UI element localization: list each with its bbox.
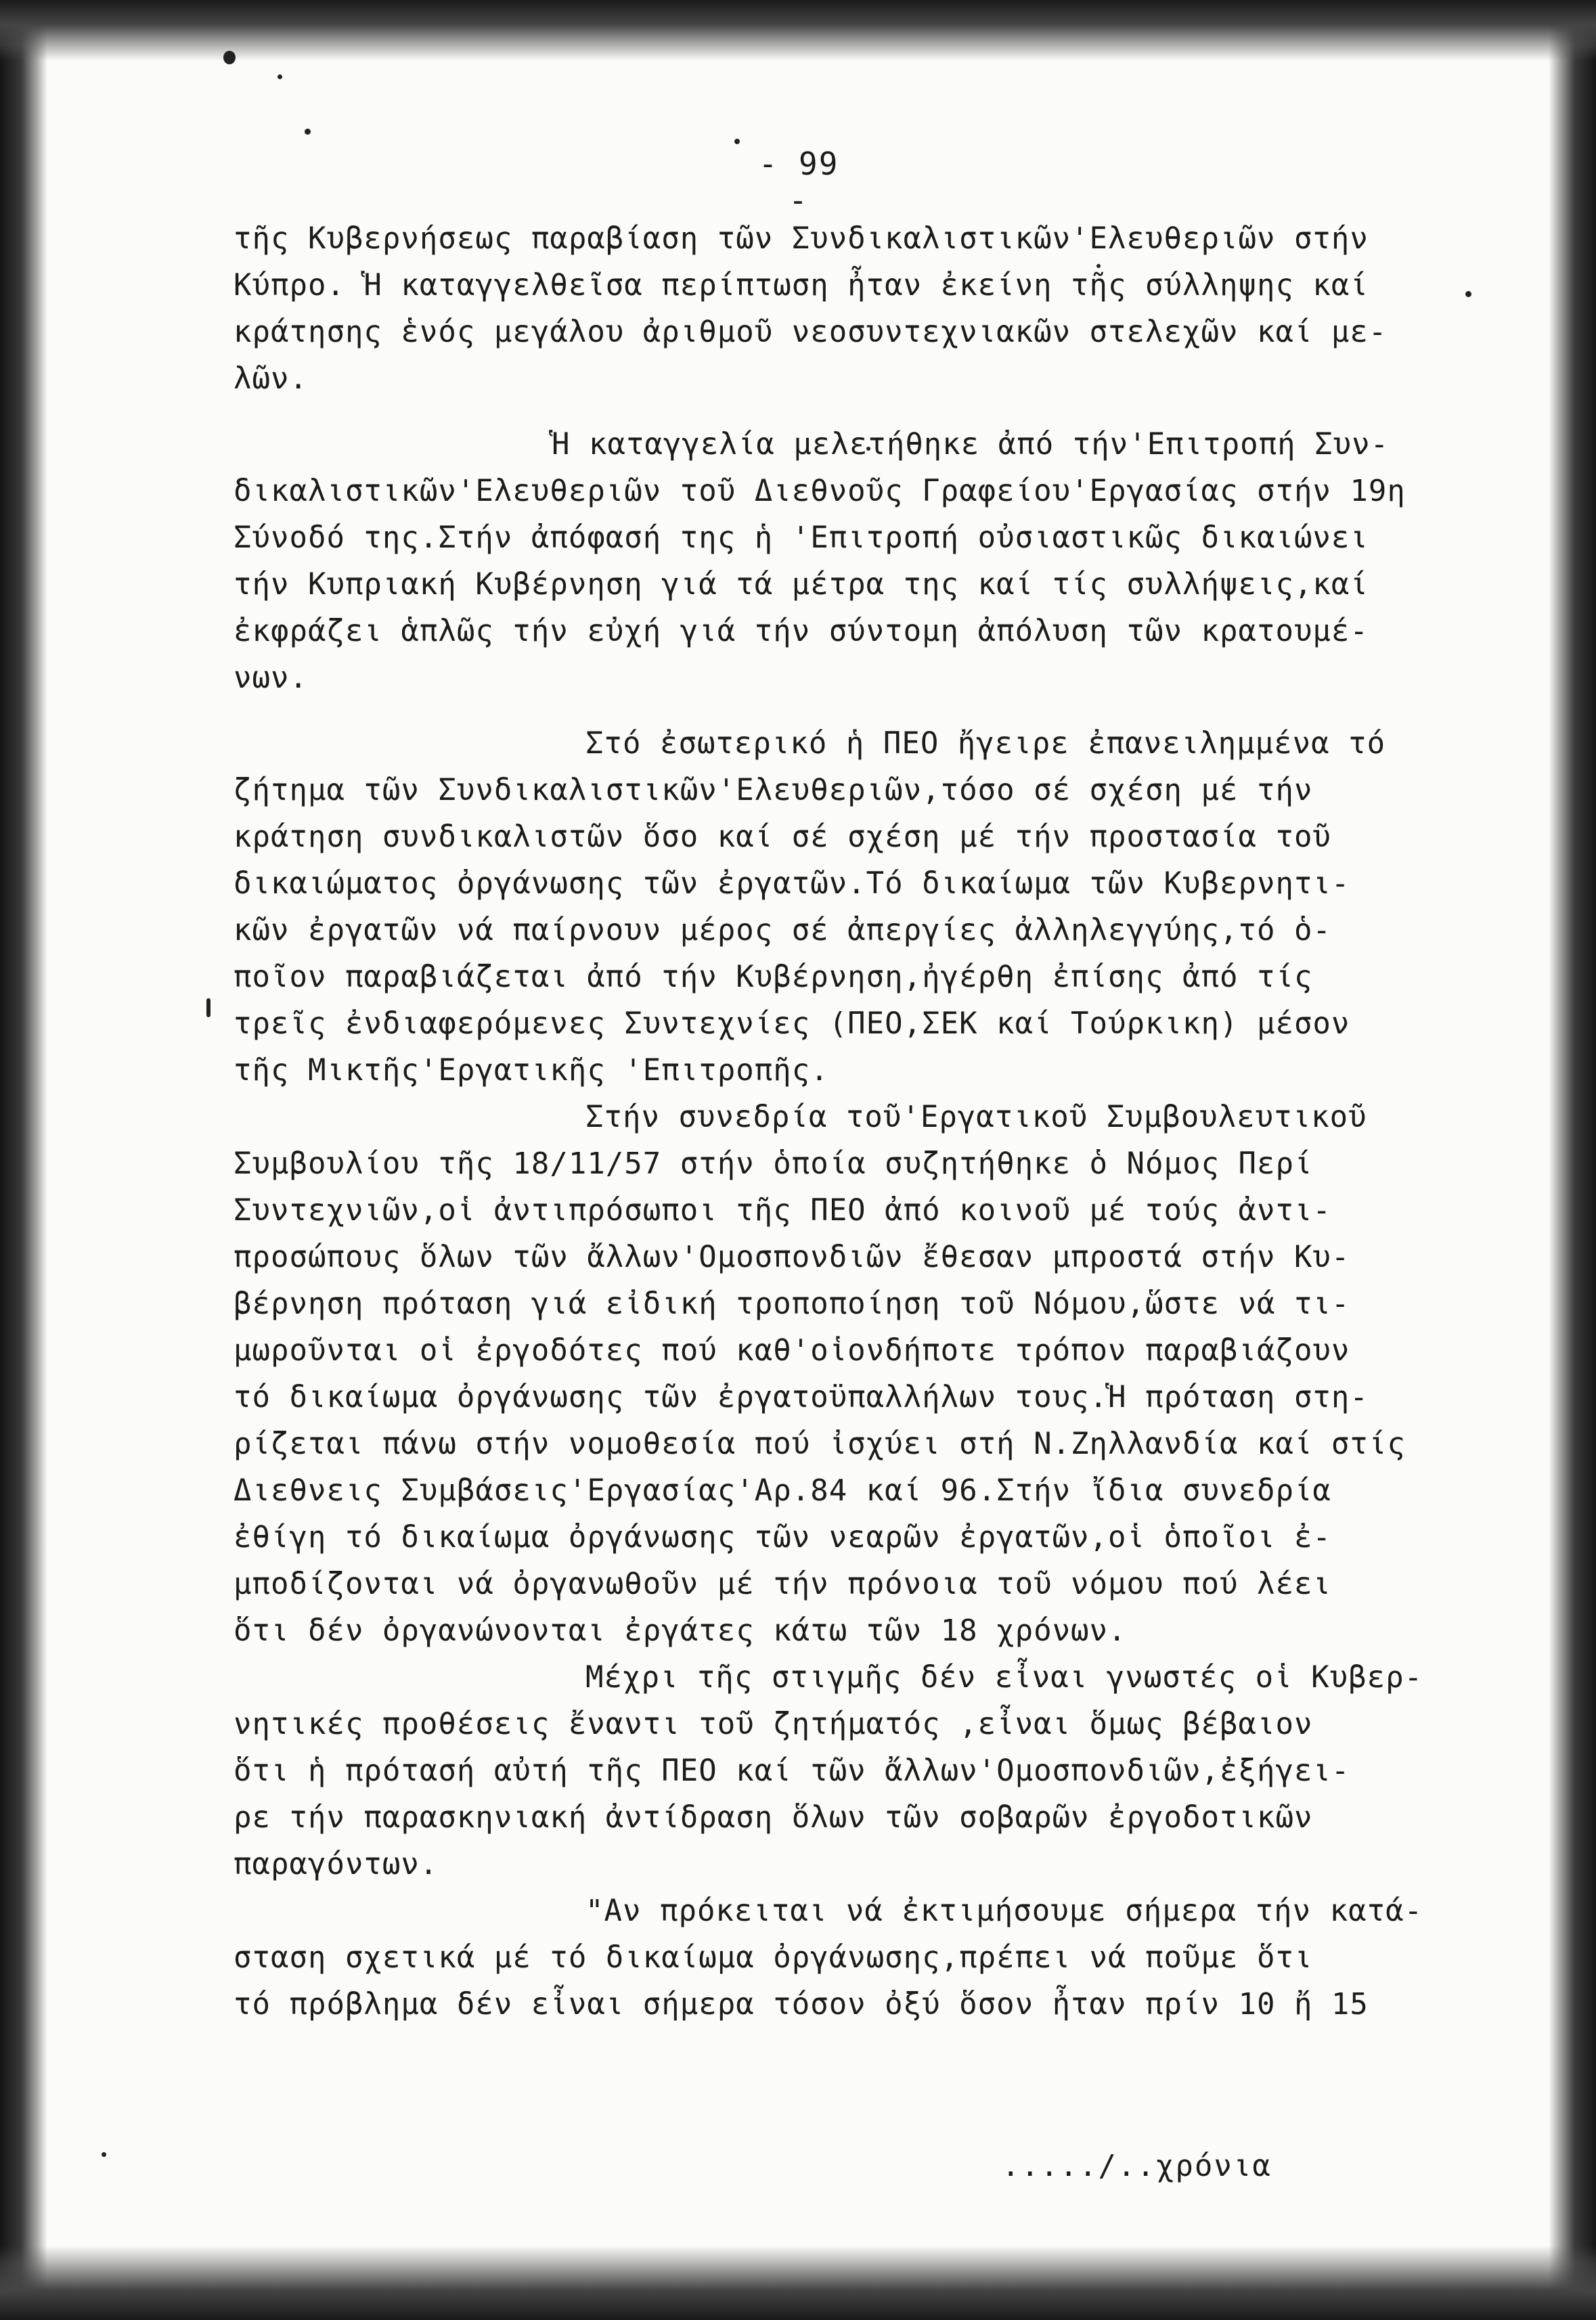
text-line: τῆς Μικτῆς'Εργατικῆς 'Επιτροπῆς. — [234, 1053, 829, 1088]
scan-speck — [734, 139, 740, 144]
text-line: κῶν ἐργατῶν νά παίρνουν μέρος σέ ἀπεργίες ἀλληλεγγύης,τό ὁ- — [234, 913, 1331, 947]
paragraph — [234, 1888, 1506, 2028]
text-line: Σύνοδό της.Στήν ἀπόφασή της ἡ 'Επιτροπή οὐσιαστικῶς δικαιώνει — [234, 520, 1369, 555]
text-line: δικαιώματος ὀργάνωσης τῶν ἐργατῶν.Τό δικαίωμα τῶν Κυβερνητι- — [234, 866, 1350, 901]
scan-border-right — [1549, 0, 1596, 2320]
text-line: μποδίζονται νά ὀργανωθοῦν μέ τήν πρόνοια τοῦ νόμου πού λέει — [234, 1567, 1331, 1601]
text-line: τρεῖς ἐνδιαφερόμενες Συντεχνίες (ΠΕΟ,ΣΕΚ καί Τούρκικη) μέσον — [234, 1006, 1350, 1041]
text-line: βέρνηση πρόταση γιά εἰδική τροποποίηση τοῦ Νόμου,ὥστε νά τι- — [234, 1287, 1350, 1321]
paragraph — [234, 1094, 1506, 1654]
paragraph — [234, 720, 1506, 1094]
text-line: τῆς Κυβερνήσεως παραβίαση τῶν Συνδικαλιστικῶν'Ελευθεριῶν στήν — [234, 221, 1369, 256]
text-line: παραγόντων. — [234, 1847, 439, 1881]
text-line: ζήτημα τῶν Συνδικαλιστικῶν'Ελευθεριῶν,τόσο σέ σχέση μέ τήν — [234, 773, 1313, 807]
scan-speck — [278, 74, 282, 79]
text-line: σταση σχετικά μέ τό δικαίωμα ὀργάνωσης,πρέπει νά ποῦμε ὅτι — [234, 1940, 1313, 1975]
body-text — [234, 215, 1506, 2028]
text-line: δικαλιστικῶν'Ελευθεριῶν τοῦ Διεθνοῦς Γραφείου'Εργασίας στήν 19η — [234, 474, 1406, 508]
text-line: ρίζεται πάνω στήν νομοθεσία πού ἰσχύει στή Ν.Ζηλλανδία καί στίς — [234, 1427, 1406, 1461]
text-line: κράτησης ἑνός μεγάλου ἀριθμοῦ νεοσυντεχνιακῶν στελεχῶν καί με- — [234, 315, 1388, 349]
text-line: Ἡ καταγγελία μελετήθηκε ἀπό τήν'Επιτροπή Συν- — [552, 427, 1390, 462]
text-line: προσώπους ὅλων τῶν ἄλλων'Ομοσπονδιῶν ἔθεσαν μπροστά στήν Κυ- — [234, 1240, 1350, 1274]
paragraph — [234, 215, 1506, 402]
text-line: ρε τήν παρασκηνιακή ἀντίδραση ὅλων τῶν σοβαρῶν ἐργοδοτικῶν — [234, 1800, 1313, 1835]
text-line: Συμβουλίου τῆς 18/11/57 στήν ὁποία συζητήθηκε ὁ Νόμος Περί — [234, 1146, 1313, 1181]
text-line: τό δικαίωμα ὀργάνωσης τῶν ἐργατοϋπαλλήλων τους.Ἡ πρόταση στη- — [234, 1380, 1369, 1414]
text-line: μωροῦνται οἱ ἐργοδότες πού καθ'οἱονδήποτε τρόπον παραβιάζουν — [234, 1333, 1350, 1368]
scan-speck — [305, 129, 311, 135]
text-line: "Αν πρόκειται νά ἐκτιμήσουμε σήμερα τήν κατά- — [585, 1894, 1423, 1928]
text-line: Στήν συνεδρία τοῦ'Εργατικοῦ Συμβουλευτικοῦ — [585, 1100, 1367, 1134]
continuation-marker: ...../..χρόνια — [1002, 2149, 1272, 2183]
text-line: ὅτι δέν ὀργανώνονται ἐργάτες κάτω τῶν 18 χρόνων. — [234, 1613, 1127, 1648]
text-line: ἐκφράζει ἁπλῶς τήν εὐχή γιά τήν σύντομη ἀπόλυση τῶν κρατουμέ- — [234, 614, 1369, 648]
text-line: ποῖον παραβιάζεται ἀπό τήν Κυβέρνηση,ἠγέρθη ἐπίσης ἀπό τίς — [234, 960, 1313, 994]
scan-border-left — [0, 0, 47, 2320]
text-line: κράτηση συνδικαλιστῶν ὅσο καί σέ σχέση μέ τήν προστασία τοῦ — [234, 820, 1331, 854]
scan-border-top — [0, 0, 1596, 61]
scan-speck — [206, 998, 210, 1017]
paragraph — [234, 1654, 1506, 1888]
page-number: - 99 - — [758, 146, 839, 219]
text-line: νων. — [234, 661, 308, 695]
scan-border-bottom — [0, 2246, 1596, 2320]
text-line: Στό ἐσωτερικό ἡ ΠΕΟ ἤγειρε ἐπανειλημμένα τό — [585, 726, 1386, 761]
text-line: Μέχρι τῆς στιγμῆς δέν εἶναι γνωστές οἱ Κυβερ- — [585, 1660, 1423, 1695]
text-line: Κύπρο. Ἡ καταγγελθεῖσα περίπτωση ἦταν ἐκείνη τῆς σύλληψης καί — [234, 268, 1369, 303]
text-line: τήν Κυπριακή Κυβέρνηση γιά τά μέτρα της καί τίς συλλήψεις,καί — [234, 567, 1369, 602]
text-line: ἐθίγη τό δικαίωμα ὀργάνωσης τῶν νεαρῶν ἐργατῶν,οἱ ὁποῖοι ἐ- — [234, 1520, 1331, 1555]
text-line: νητικές προθέσεις ἔναντι τοῦ ζητήματός ,εἶναι ὅμως βέβαιον — [234, 1707, 1313, 1741]
scan-speck — [223, 51, 236, 64]
text-line: λῶν. — [234, 361, 308, 396]
text-line: ὅτι ἡ πρότασή αὐτή τῆς ΠΕΟ καί τῶν ἄλλων'Ομοσπονδιῶν,ἐξήγει- — [234, 1754, 1350, 1788]
paragraph — [234, 421, 1506, 701]
text-line: Διεθνεις Συμβάσεις'Εργασίας'Αρ.84 καί 96.Στήν ἴδια συνεδρία — [234, 1473, 1331, 1508]
text-line: Συντεχνιῶν,οἱ ἀντιπρόσωποι τῆς ΠΕΟ ἀπό κοινοῦ μέ τούς ἀντι- — [234, 1193, 1331, 1228]
scan-speck — [102, 2152, 106, 2157]
text-line: τό πρόβλημα δέν εἶναι σήμερα τόσον ὀξύ ὅσον ἦταν πρίν 10 ἤ 15 — [234, 1987, 1369, 2022]
